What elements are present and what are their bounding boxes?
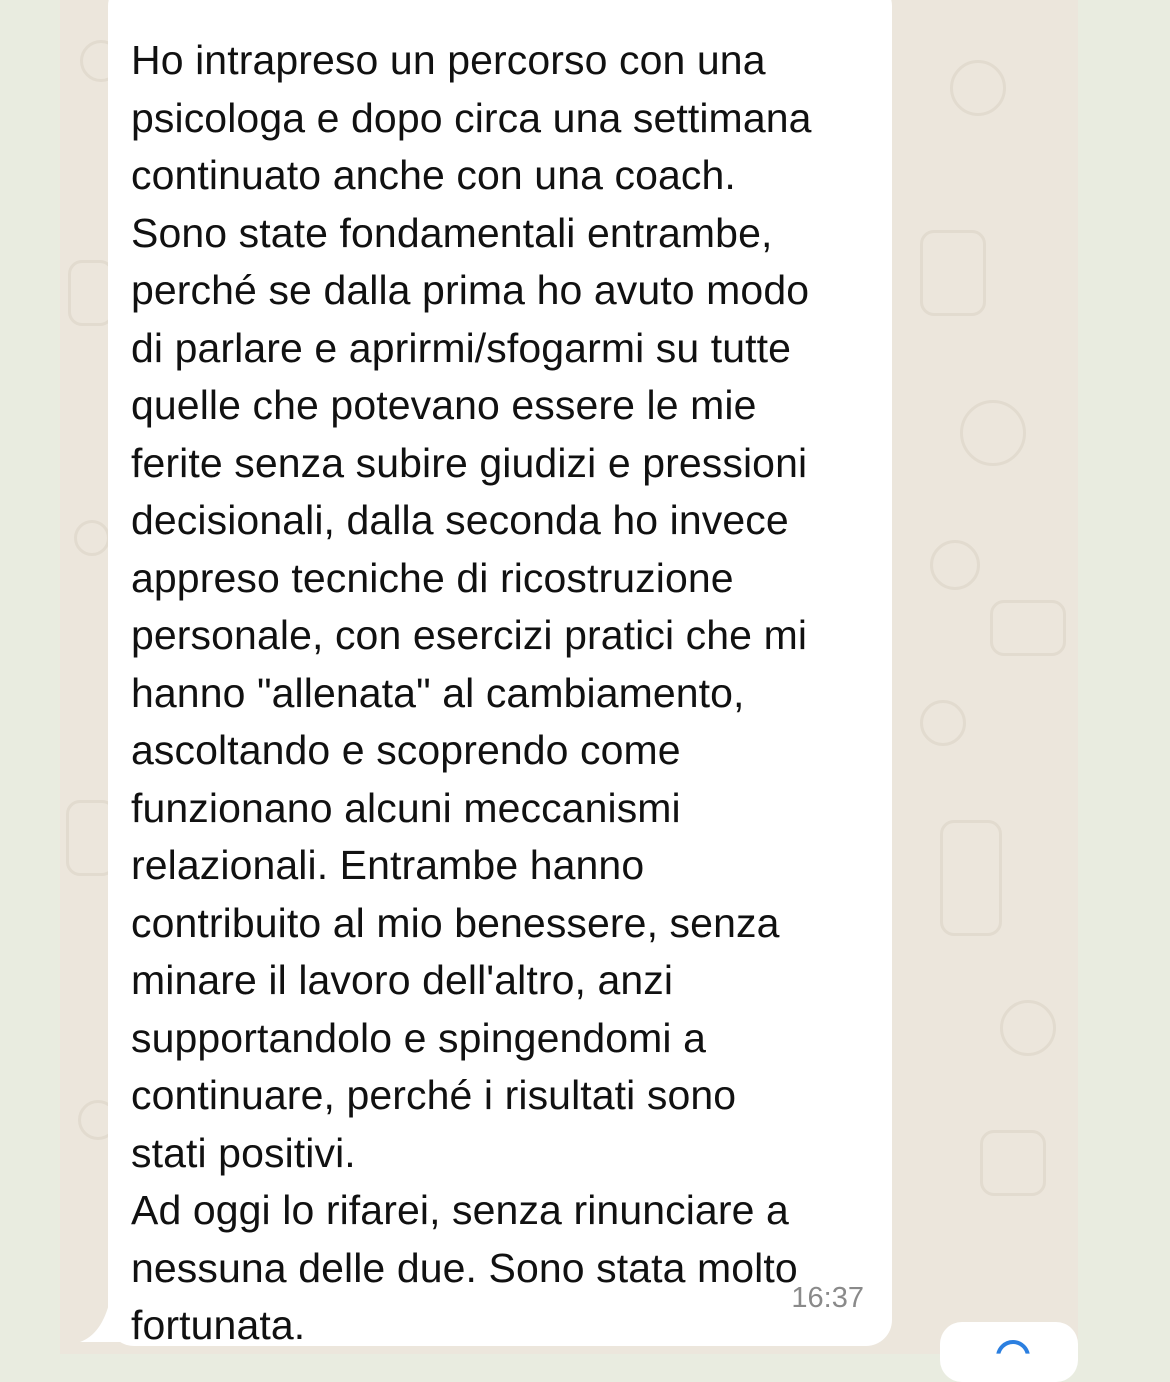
message-timestamp: 16:37: [791, 1282, 864, 1314]
wallpaper-doodle-icon: [990, 600, 1066, 656]
message-bubble[interactable]: [108, 0, 892, 1346]
wallpaper-doodle-icon: [930, 540, 980, 590]
wallpaper-doodle-icon: [1000, 1000, 1056, 1056]
wallpaper-doodle-icon: [980, 1130, 1046, 1196]
wallpaper-doodle-icon: [940, 820, 1002, 936]
chevron-down-icon: [996, 1340, 1030, 1374]
wallpaper-doodle-icon: [74, 520, 110, 556]
wallpaper-doodle-icon: [960, 400, 1026, 466]
wallpaper-doodle-icon: [950, 60, 1006, 116]
message-text: Ho intrapreso un percorso con una psicologa e dopo circa una settimana continuato anche con una coach. Sono state fondamentali entrambe, perché se dalla prima ho avuto modo di parlare e aprirmi/sfogarmi su tutte quelle che potevano essere le mie ferite senza subire giudizi e pressioni decisionali, dalla seconda ho invece appreso tecniche di ricostruzione personale, con esercizi pratici che mi hanno "allenata" al cambiamento, ascoltando e scoprendo come funzionano alcuni meccanismi relazionali. Entrambe hanno contribuito al mio benessere, senza minare il lavoro dell'altro, anzi supportandolo e spingendomi a continuare, perché i risultati sono stati positivi. Ad oggi lo rifarei, senza rinunciare a nessuna delle due. Sono stata molto fortunata.: [131, 37, 812, 1348]
scroll-down-button[interactable]: [940, 1322, 1078, 1382]
wallpaper-doodle-icon: [920, 700, 966, 746]
wallpaper-doodle-icon: [920, 230, 986, 316]
